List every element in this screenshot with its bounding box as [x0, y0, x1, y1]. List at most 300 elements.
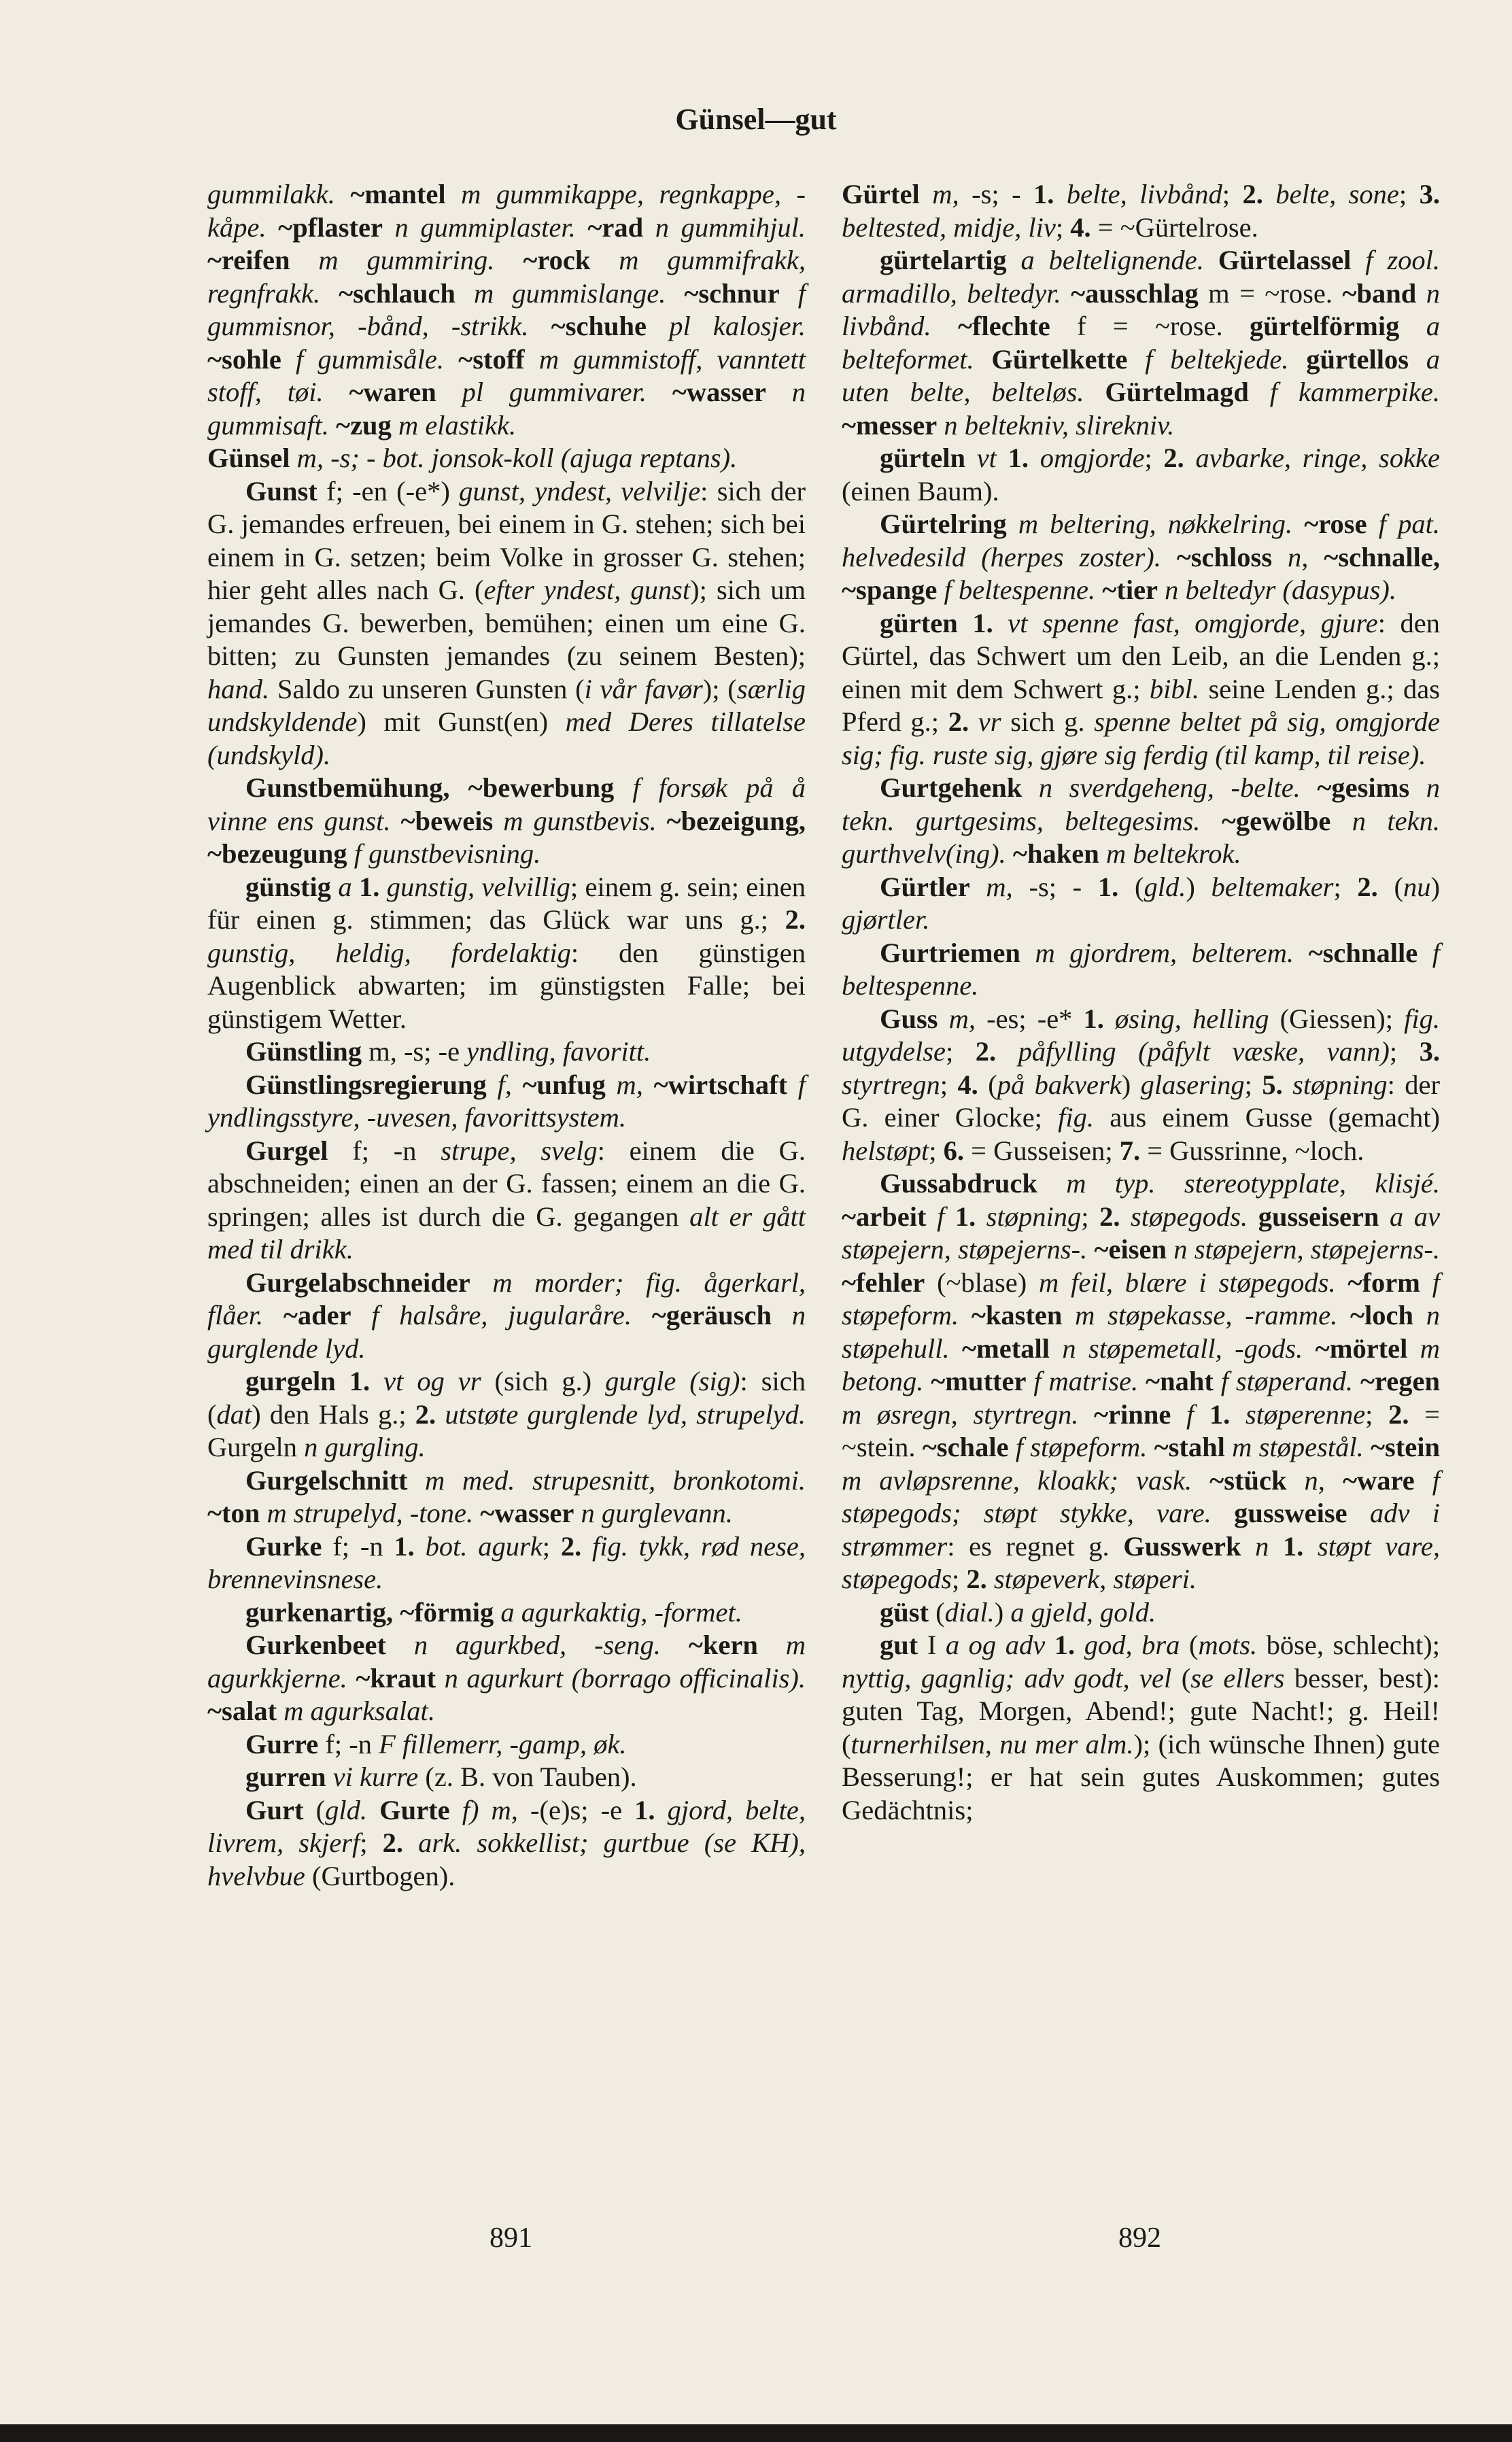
dictionary-entry: [842, 1167, 1440, 1596]
entry-text: : den Gürtel, das Schwert um den Leib, an die Lenden g.; einen mit dem Schwert g.;: [842, 607, 1440, 704]
headword: ~fehler: [842, 1267, 925, 1298]
entry-text: ) den Hals g.;: [252, 1398, 415, 1430]
entry-text: vt og vr: [383, 1366, 481, 1396]
entry-text: (Giessen);: [1269, 1003, 1405, 1034]
entry-text: yndling, favoritt.: [466, 1036, 651, 1067]
entry-text: særlig undskyldende: [207, 673, 806, 737]
entry-text: n gurglevann.: [574, 1498, 733, 1528]
entry-text: m: [445, 179, 496, 209]
headword: 1.: [358, 871, 387, 902]
entry-text: : sich (: [207, 1366, 806, 1430]
entry-text: m strupelyd, -tone.: [260, 1498, 481, 1528]
headword: ~wasser: [672, 377, 766, 407]
entry-text: m gummistoff, vanntett stoff, tøi.: [207, 343, 806, 407]
headword: Gurtriemen: [880, 937, 1020, 968]
entry-text: ; einem g. sein; einen für einen g. stimmen; das Glück war uns g.;: [207, 871, 806, 935]
headword: ~rose: [1304, 509, 1367, 539]
entry-text: styrtregn: [842, 1069, 940, 1100]
dictionary-entry: [842, 607, 1440, 772]
entry-text: støpegods.: [1131, 1201, 1258, 1232]
headword: 1.: [1283, 1530, 1318, 1562]
entry-text: belte, livbånd: [1066, 179, 1222, 209]
entry-text: n sverdgeheng, -belte.: [1022, 772, 1318, 803]
headword: ~pflaster: [278, 211, 383, 243]
entry-text: gld.: [1144, 871, 1186, 902]
dictionary-entry: [207, 1267, 806, 1366]
page-number-left: 891: [489, 2222, 532, 2254]
page-number-right: 892: [1118, 2222, 1161, 2254]
entry-text: = Gusseisen;: [971, 1135, 1120, 1166]
dictionary-entry: [207, 442, 806, 475]
headword: Günsel: [207, 443, 290, 473]
entry-text: n beltekniv, slirekniv.: [937, 409, 1175, 441]
headword: ~ausschlag: [1071, 277, 1199, 309]
headword: ~rad: [587, 211, 644, 243]
entry-text: f kammerpike.: [1248, 377, 1441, 407]
entry-text: nu: [1403, 871, 1431, 902]
entry-text: støpeverk, støperi.: [993, 1564, 1197, 1594]
entry-text: : einem die G. abschneiden; einen an der G. fassen; einem an die G. springen; alles ist durch die G. gegangen: [207, 1135, 806, 1232]
headword: gurgeln: [245, 1366, 336, 1396]
headword: ~arbeit: [842, 1201, 927, 1232]
dictionary-entry: [207, 1035, 806, 1069]
entry-text: n,: [1272, 541, 1324, 572]
entry-text: = Gussrinne, ~loch.: [1147, 1135, 1364, 1166]
entry-text: n støpejern, støpejerns-.: [1167, 1234, 1440, 1265]
entry-text: (: [988, 1069, 997, 1100]
headword: ~kern: [688, 1630, 758, 1660]
entry-text: m beltekrok.: [1099, 838, 1241, 869]
headword: 2.: [560, 1530, 593, 1562]
headword: 2.: [415, 1398, 445, 1430]
dictionary-entry: [207, 871, 806, 1036]
headword: 2.: [1388, 1398, 1425, 1430]
entry-text: -es; -e*: [986, 1003, 1084, 1034]
headword: Guss: [880, 1003, 938, 1034]
entry-text: a og adv: [945, 1630, 1046, 1660]
entry-text: Saldo zu unseren Gunsten (: [269, 673, 585, 704]
headword: 1.: [634, 1794, 668, 1825]
entry-text: gurgle (sig): [605, 1366, 740, 1396]
headword: ~beweis: [400, 805, 494, 836]
headword: 1.: [1083, 1003, 1116, 1034]
entry-text: m støpestål.: [1224, 1432, 1371, 1462]
entry-text: ): [1186, 871, 1212, 902]
entry-text: f; -n: [318, 1728, 379, 1759]
entry-text: turnerhilsen, nu mer alm.: [850, 1728, 1134, 1759]
headword: 4.: [957, 1069, 989, 1100]
entry-text: I: [918, 1630, 946, 1660]
headword: Gussabdruck: [880, 1168, 1037, 1199]
headword: ~gewölbe: [1221, 805, 1331, 836]
headword: 2.: [382, 1827, 419, 1858]
entry-text: på bakverk: [997, 1069, 1122, 1100]
headword: ~rinne: [1094, 1398, 1171, 1430]
entry-text: m beltering, nøkkelring.: [1006, 509, 1305, 539]
entry-text: n støpehull.: [842, 1300, 1441, 1364]
entry-text: Gurgeln: [207, 1432, 305, 1462]
entry-text: vi kurre: [326, 1761, 419, 1792]
headword: gussweise: [1234, 1498, 1347, 1528]
entry-text: n gurglende lyd.: [207, 1300, 806, 1364]
headword: ~kasten: [971, 1300, 1063, 1330]
entry-text: n tekn. gurthvelv(ing).: [842, 805, 1440, 869]
entry-text: ): [1430, 871, 1440, 902]
dictionary-entry: [842, 937, 1440, 1003]
entry-text: f; -n: [322, 1530, 394, 1562]
entry-text: beltemaker: [1211, 871, 1334, 902]
headword: ~ware: [1342, 1464, 1415, 1496]
dictionary-entry: [207, 178, 806, 442]
headword: ~bezeigung, ~bezeugung: [207, 805, 806, 869]
headword: Gurtgehenk: [880, 772, 1023, 803]
headword: ~schnalle, ~spange: [842, 541, 1440, 605]
entry-text: hand.: [207, 673, 270, 704]
headword: gürtellos: [1306, 343, 1409, 375]
headword: Gunstbemühung, ~bewerbung: [245, 772, 615, 803]
headword: 5.: [1262, 1069, 1293, 1100]
entry-text: utstøte gurglende lyd, strupelyd.: [445, 1398, 806, 1430]
entry-text: f: [926, 1201, 955, 1232]
headword: ~salat: [207, 1696, 277, 1726]
headword: Gurte: [367, 1794, 450, 1825]
entry-text: gld.: [325, 1794, 367, 1825]
headword: 6.: [943, 1135, 972, 1166]
entry-text: F fillemerr, -gamp, øk.: [379, 1728, 627, 1759]
headword: Gürtelring: [880, 509, 1007, 539]
entry-text: i vår favør: [584, 673, 703, 704]
headword: 2.: [975, 1036, 1018, 1067]
entry-text: : der G. einer Glocke;: [842, 1069, 1440, 1133]
headword: ~unfug: [522, 1069, 606, 1100]
entry-text: m gummiring.: [290, 245, 523, 275]
entry-text: a av støpejern, støpejerns-.: [842, 1201, 1441, 1265]
entry-text: a beltelignende.: [1006, 245, 1218, 275]
entry-text: gunstig, velvillig: [386, 871, 570, 902]
entry-text: m,: [919, 179, 972, 209]
entry-text: f zool. armadillo, beltedyr.: [842, 245, 1440, 309]
headword: 3.: [1419, 1036, 1441, 1067]
entry-text: f: [1171, 1398, 1209, 1430]
entry-text: fig. utgydelse: [842, 1003, 1441, 1067]
entry-text: bot. jonsok-koll (ajuga reptans).: [382, 443, 738, 473]
headword: ~form: [1347, 1267, 1420, 1298]
entry-text: f støpegods; støpt stykke, vare.: [842, 1464, 1440, 1528]
headword: ~schlauch: [339, 277, 456, 309]
headword: ~eisen: [1094, 1234, 1167, 1265]
entry-text: f,: [486, 1069, 523, 1100]
dictionary-entry: [207, 772, 806, 871]
entry-text: god, bra: [1084, 1630, 1180, 1660]
entry-text: a uten belte, belteløs.: [842, 343, 1440, 407]
entry-text: n gurgling.: [304, 1432, 426, 1462]
entry-text: = ~stein.: [842, 1398, 1440, 1462]
entry-text: ); (: [702, 673, 737, 704]
dictionary-entry: [207, 1596, 806, 1630]
headword: ~loch: [1350, 1300, 1414, 1330]
entry-text: f beltespenne.: [842, 937, 1440, 1001]
dictionary-entry: [842, 508, 1440, 607]
entry-text: n støpemetall, -gods.: [1050, 1332, 1316, 1364]
entry-text: : den günstigen Augenblick abwarten; im günstigsten Falle; bei günstigem Wetter.: [207, 937, 806, 1034]
entry-text: n gummihjul.: [643, 211, 806, 243]
entry-text: gummilakk.: [207, 179, 351, 209]
entry-text: (einen Baum).: [842, 475, 999, 506]
headword: ~kraut: [356, 1662, 436, 1693]
entry-text: f støpeform.: [1008, 1432, 1154, 1462]
entry-text: (: [1171, 1662, 1191, 1693]
entry-text: dial.: [944, 1596, 995, 1628]
entry-text: -s; -: [972, 179, 1034, 209]
headword: Gunst: [245, 475, 317, 506]
entry-text: (: [929, 1596, 945, 1628]
entry-text: ;: [1055, 211, 1071, 243]
entry-text: bot. agurk: [425, 1530, 543, 1562]
entry-text: støpning: [1292, 1069, 1388, 1100]
headword: 4.: [1070, 211, 1098, 243]
headword: 2.: [1357, 871, 1394, 902]
headword: gürteln: [880, 443, 965, 473]
entry-text: ;: [1398, 179, 1420, 209]
headword: 1.: [1045, 1630, 1084, 1660]
entry-text: alt er gått med til drikk.: [207, 1201, 806, 1265]
entry-text: ;: [952, 1564, 967, 1594]
headword: güst: [880, 1596, 929, 1628]
entry-text: : sich der G. jemandes erfreuen, bei einem in G. stehen; sich bei einem in G. setzen; beim Volke in grosser G. stehen; hier geht alles nach G. (: [207, 475, 806, 605]
entry-text: ;: [1389, 1036, 1420, 1067]
entry-text: gjord, belte, livrem, skjerf: [207, 1794, 806, 1858]
headword: Günstlingsregierung: [245, 1069, 487, 1100]
entry-text: gunst, yndest, velvilje: [459, 475, 701, 506]
entry-text: m avløpsrenne, kloakk; vask.: [842, 1464, 1210, 1496]
headword: Gurgel: [245, 1135, 328, 1166]
dictionary-entry: [207, 1629, 806, 1728]
entry-text: m = ~rose.: [1198, 277, 1343, 309]
entry-text: -(e)s; -e: [530, 1794, 635, 1825]
entry-text: n agurkurt (borrago officinalis).: [436, 1662, 806, 1693]
entry-text: ); (ich wünsche Ihnen) gute Besserung!; er hat sein gutes Auskommen; gutes Gedächtnis;: [842, 1728, 1441, 1825]
entry-text: (: [1394, 871, 1403, 902]
headword: ~stein: [1370, 1432, 1440, 1462]
entry-text: n: [1241, 1530, 1284, 1562]
headword: Gürtel: [842, 179, 920, 209]
entry-text: m elastikk.: [391, 409, 517, 441]
entry-text: n,: [1286, 1464, 1343, 1496]
headword: gürtelartig: [880, 245, 1007, 275]
headword: gurren: [245, 1761, 326, 1792]
entry-text: vr: [978, 706, 1001, 737]
headword: ~messer: [842, 409, 938, 441]
entry-text: m morder; fig. ågerkarl, flåer.: [207, 1267, 806, 1330]
entry-text: -s; -: [1029, 871, 1098, 902]
entry-text: f beltespenne.: [937, 574, 1103, 605]
headword: ~band: [1342, 277, 1417, 309]
headword: ~stück: [1209, 1464, 1287, 1496]
dictionary-entry: [842, 1629, 1440, 1827]
entry-text: sich g.: [1001, 706, 1095, 737]
entry-text: påfylling (påfylt væske, vann): [1018, 1036, 1390, 1067]
entry-text: belte, sone: [1275, 179, 1399, 209]
right-column: [842, 178, 1440, 1827]
entry-text: f yndlingsstyre, -uvesen, favorittsystem.: [207, 1069, 806, 1133]
headword: ~schnur: [684, 277, 780, 309]
dictionary-entry: [207, 475, 806, 772]
headword: 2.: [785, 904, 806, 935]
headword: ~metall: [961, 1332, 1050, 1364]
entry-text: : es regnet g.: [947, 1530, 1124, 1562]
headword: ~gesims: [1317, 772, 1410, 803]
entry-text: fig. tykk, rød nese, brennevinsnese.: [207, 1530, 806, 1594]
entry-text: øsing, helling: [1115, 1003, 1269, 1034]
entry-text: m støpekasse, -ramme.: [1062, 1300, 1350, 1330]
entry-text: f forsøk på å vinne ens gunst.: [207, 772, 806, 836]
headword: ~tier: [1102, 574, 1158, 605]
headword: gürten: [880, 607, 958, 638]
page-edge-shadow: [0, 2424, 1512, 2442]
entry-text: a: [331, 871, 359, 902]
dictionary-entry: [842, 1003, 1440, 1168]
entry-text: (~blase): [925, 1267, 1040, 1298]
headword: ~ader: [283, 1300, 351, 1330]
entry-text: fig.: [1058, 1102, 1095, 1133]
headword: günstig: [245, 871, 332, 902]
headword: gut: [880, 1630, 918, 1660]
entry-text: gunstig, heldig, fordelaktig: [207, 937, 571, 968]
entry-text: f) m,: [449, 1794, 531, 1825]
headword: ~stahl: [1154, 1432, 1225, 1462]
entry-text: f; -n: [328, 1135, 441, 1166]
dictionary-entry: [842, 772, 1440, 871]
entry-text: m,: [605, 1069, 654, 1100]
dictionary-entry: [207, 1794, 806, 1893]
entry-text: f matrise.: [1026, 1366, 1146, 1396]
entry-text: støpning: [986, 1201, 1082, 1232]
entry-text: ): [994, 1596, 1011, 1628]
entry-text: m feil, blære i støpegods.: [1039, 1267, 1348, 1298]
entry-text: (z. B. von Tauben).: [418, 1761, 637, 1792]
entry-text: f støpeform.: [842, 1267, 1441, 1330]
entry-text: m gunstbevis.: [493, 805, 667, 836]
entry-text: a agurkaktig, -formet.: [494, 1596, 742, 1628]
headword: ~regen: [1360, 1366, 1440, 1396]
entry-text: ;: [1333, 871, 1358, 902]
headword: gusseisern: [1258, 1201, 1379, 1232]
entry-text: gjørtler.: [842, 904, 930, 935]
headword: Gurre: [245, 1728, 319, 1759]
entry-text: m gummifrakk, regnfrakk.: [207, 245, 806, 309]
entry-text: a gjeld, gold.: [1010, 1596, 1156, 1628]
headword: Gurgelschnitt: [245, 1464, 408, 1496]
page-header: Günsel—gut: [675, 103, 837, 136]
entry-text: gummikappe, regnkappe, -kåpe.: [207, 179, 806, 243]
headword: ~geräusch: [651, 1300, 772, 1330]
left-column: [207, 178, 806, 1893]
entry-text: f = ~rose.: [1050, 311, 1250, 341]
headword: 1.: [394, 1530, 426, 1562]
entry-text: f gummisnor, -bånd, -strikk.: [207, 277, 806, 341]
entry-text: støperenne: [1245, 1398, 1366, 1430]
entry-text: ;: [945, 1036, 976, 1067]
entry-text: f støperand.: [1213, 1366, 1360, 1396]
dictionary-entry: [842, 871, 1440, 937]
entry-text: besser, best): guten Tag, Morgen, Abend!; gute Nacht!; g. Heil! (: [842, 1662, 1441, 1759]
headword: Gurt: [245, 1794, 304, 1825]
entry-text: mots.: [1198, 1630, 1258, 1660]
entry-text: aus einem Gusse (gemacht): [1094, 1102, 1440, 1133]
entry-text: m gjordrem, belterem.: [1020, 937, 1309, 968]
headword: 2.: [948, 706, 978, 737]
dictionary-entry: [842, 178, 1440, 244]
dictionary-entry: [207, 1728, 806, 1761]
dictionary-entry: [207, 1365, 806, 1464]
entry-text: (: [1134, 871, 1144, 902]
dictionary-entry: [842, 442, 1440, 508]
entry-text: n agurkbed, -seng.: [386, 1630, 689, 1660]
entry-text: ;: [360, 1827, 383, 1858]
entry-text: støpt vare, støpegods: [842, 1530, 1441, 1594]
entry-text: pl kalosjer.: [647, 311, 806, 341]
entry-text: f beltekjede.: [1127, 343, 1307, 375]
entry-text: helstøpt: [842, 1135, 929, 1166]
entry-text: ;: [1144, 443, 1164, 473]
entry-text: adv i strømmer: [842, 1498, 1440, 1562]
headword: gurkenartig, ~förmig: [245, 1596, 494, 1628]
entry-text: (Gurtbogen).: [305, 1860, 456, 1891]
headword: 1.: [1209, 1398, 1245, 1430]
entry-text: f pat. helvedesild (herpes zoster).: [842, 509, 1440, 572]
headword: ~schnalle: [1308, 937, 1418, 968]
dictionary-entry: [207, 1135, 806, 1267]
headword: ~schloss: [1176, 541, 1273, 572]
entry-text: m agurkkjerne.: [207, 1630, 806, 1693]
headword: 1.: [1097, 871, 1135, 902]
headword: ~sohle: [207, 343, 281, 375]
headword: ~haken: [1012, 838, 1099, 869]
dictionary-entry: [842, 1596, 1440, 1630]
entry-text: (sich g.): [481, 1366, 606, 1396]
entry-text: ark. sokkellist; gurtbue (se KH), hvelvbue: [207, 1827, 806, 1891]
headword: Gusswerk: [1123, 1530, 1241, 1562]
headword: Günstling: [245, 1036, 362, 1067]
headword: 2.: [1242, 179, 1276, 209]
entry-text: efter yndest, gunst: [483, 574, 691, 605]
headword: Gürtelkette: [991, 343, 1128, 375]
headword: 2.: [966, 1564, 994, 1594]
entry-text: seine Lenden g.; das Pferd g.;: [842, 673, 1440, 737]
headword: 1.: [1008, 443, 1040, 473]
dictionary-entry: [207, 1530, 806, 1596]
entry-text: ;: [1222, 179, 1243, 209]
dictionary-entry: [207, 1761, 806, 1794]
headword: 3.: [1419, 179, 1441, 209]
entry-text: ); sich um jemandes G. bewerben, bemühen; einen um eine G. bitten; zu Gunsten jemandes (zu seinem Besten);: [207, 574, 806, 671]
headword: Gürtelassel: [1218, 245, 1352, 275]
entry-text: ;: [940, 1069, 958, 1100]
entry-text: ;: [542, 1530, 561, 1562]
entry-text: ;: [1244, 1069, 1262, 1100]
entry-text: ): [1121, 1069, 1141, 1100]
entry-text: f halsåre, jugularåre.: [351, 1300, 652, 1330]
entry-text: m gummislange.: [455, 277, 685, 309]
entry-text: dat: [216, 1398, 252, 1430]
headword: Gurkenbeet: [245, 1630, 386, 1660]
headword: Gurgelabschneider: [245, 1267, 470, 1298]
entry-text: m agurksalat.: [277, 1696, 435, 1726]
entry-text: ;: [1081, 1201, 1100, 1232]
entry-text: bibl.: [1149, 673, 1200, 704]
headword: ~schuhe: [551, 311, 647, 341]
headword: 2.: [1163, 443, 1196, 473]
